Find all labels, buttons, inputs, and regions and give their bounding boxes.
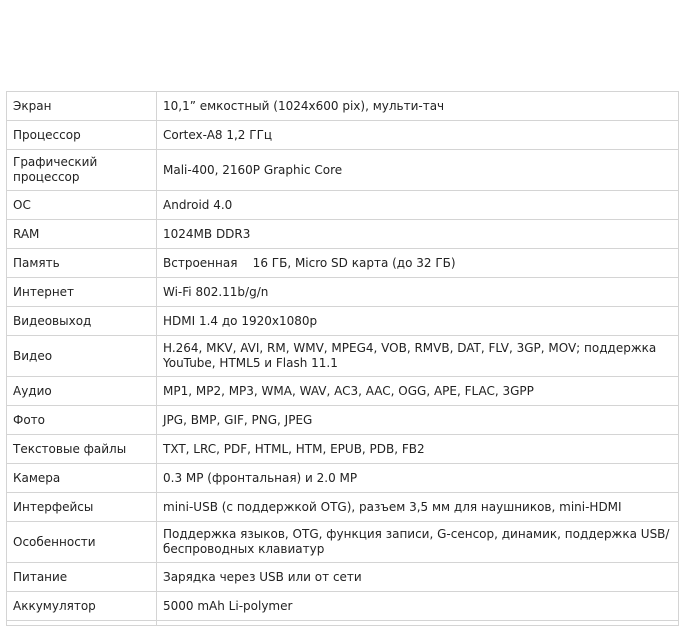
spec-label-processor: Процессор bbox=[7, 121, 157, 150]
spec-value-empty bbox=[157, 621, 679, 626]
table-row bbox=[7, 435, 679, 464]
table-row bbox=[7, 406, 679, 435]
spec-value-gpu: Mali-400, 2160P Graphic Core bbox=[157, 150, 679, 191]
table-row bbox=[7, 121, 679, 150]
spec-value-interfaces: mini-USB (с поддержкой OTG), разъем 3,5 мм для наушников, mini-HDMI bbox=[157, 493, 679, 522]
spec-value-photo: JPG, BMP, GIF, PNG, JPEG bbox=[157, 406, 679, 435]
table-row bbox=[7, 307, 679, 336]
table-row bbox=[7, 592, 679, 621]
spec-label-battery: Аккумулятор bbox=[7, 592, 157, 621]
spec-value-features: Поддержка языков, OTG, функция записи, G-сенсор, динамик, поддержка USB/беспроводных клавиатур bbox=[157, 522, 679, 563]
table-row bbox=[7, 191, 679, 220]
spec-value-video-out: HDMI 1.4 до 1920x1080p bbox=[157, 307, 679, 336]
spec-label-video: Видео bbox=[7, 336, 157, 377]
spec-value-text-files: TXT, LRC, PDF, HTML, HTM, EPUB, PDB, FB2 bbox=[157, 435, 679, 464]
spec-label-photo: Фото bbox=[7, 406, 157, 435]
table-row bbox=[7, 336, 679, 377]
spec-label-audio: Аудио bbox=[7, 377, 157, 406]
spec-label-gpu: Графический процессор bbox=[7, 150, 157, 191]
spec-value-camera: 0.3 MP (фронтальная) и 2.0 MP bbox=[157, 464, 679, 493]
spec-value-processor: Cortex-A8 1,2 ГГц bbox=[157, 121, 679, 150]
table-row bbox=[7, 278, 679, 307]
table-row bbox=[7, 92, 679, 121]
spec-value-storage: Встроенная 16 ГБ, Micro SD карта (до 32 ГБ) bbox=[157, 249, 679, 278]
spec-label-camera: Камера bbox=[7, 464, 157, 493]
table-row bbox=[7, 377, 679, 406]
spec-label-interfaces: Интерфейсы bbox=[7, 493, 157, 522]
spec-value-video: H.264, MKV, AVI, RM, WMV, MPEG4, VOB, RMVB, DAT, FLV, 3GP, MOV; поддержка YouTube, HTML5 и Flash 11.1 bbox=[157, 336, 679, 377]
spec-value-screen: 10,1” емкостный (1024х600 pix), мульти-тач bbox=[157, 92, 679, 121]
table-row bbox=[7, 522, 679, 563]
spec-value-os: Android 4.0 bbox=[157, 191, 679, 220]
spec-value-ram: 1024MB DDR3 bbox=[157, 220, 679, 249]
table-row bbox=[7, 493, 679, 522]
spec-value-battery: 5000 mAh Li-polymer bbox=[157, 592, 679, 621]
spec-label-ram: RAM bbox=[7, 220, 157, 249]
spec-label-storage: Память bbox=[7, 249, 157, 278]
spec-label-video-out: Видеовыход bbox=[7, 307, 157, 336]
table-row bbox=[7, 621, 679, 626]
spec-label-features: Особенности bbox=[7, 522, 157, 563]
spec-value-internet: Wi-Fi 802.11b/g/n bbox=[157, 278, 679, 307]
table-row bbox=[7, 464, 679, 493]
table-row bbox=[7, 563, 679, 592]
spec-label-empty bbox=[7, 621, 157, 626]
spec-label-os: ОС bbox=[7, 191, 157, 220]
table-row bbox=[7, 220, 679, 249]
spec-value-audio: MP1, MP2, MP3, WMA, WAV, AC3, AAC, OGG, APE, FLAC, 3GPP bbox=[157, 377, 679, 406]
spec-value-power: Зарядка через USB или от сети bbox=[157, 563, 679, 592]
spec-table bbox=[6, 91, 679, 626]
spec-label-internet: Интернет bbox=[7, 278, 157, 307]
spec-label-screen: Экран bbox=[7, 92, 157, 121]
spec-label-power: Питание bbox=[7, 563, 157, 592]
spec-label-text-files: Текстовые файлы bbox=[7, 435, 157, 464]
table-row bbox=[7, 249, 679, 278]
table-row bbox=[7, 150, 679, 191]
